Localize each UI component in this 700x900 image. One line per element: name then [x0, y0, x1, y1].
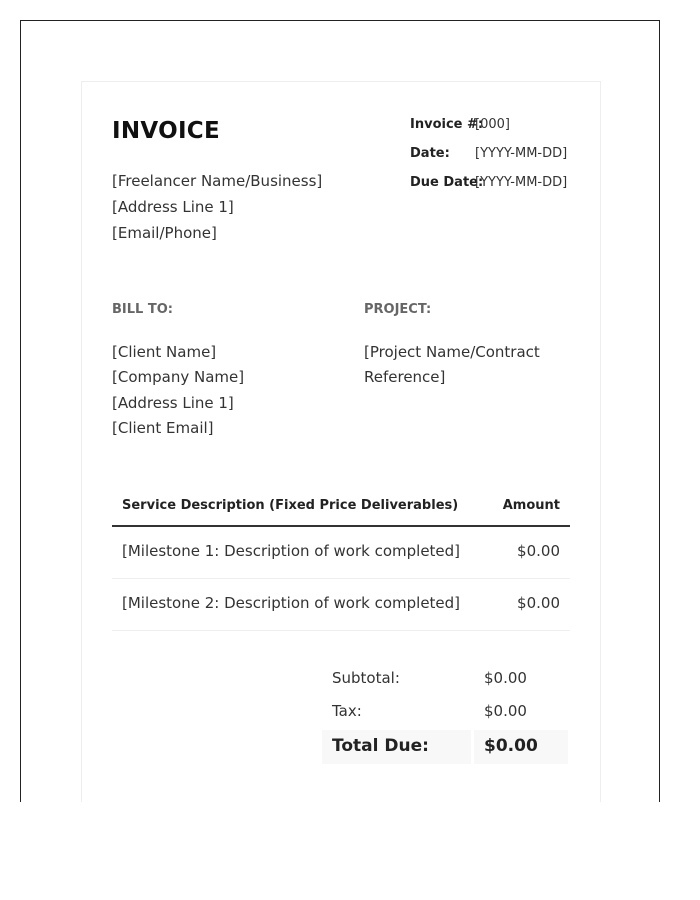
description-column-header: Service Description (Fixed Price Deliverables): [122, 498, 459, 513]
client-name: [Client Name]: [112, 343, 217, 361]
freelancer-contact: [Email/Phone]: [112, 224, 217, 242]
total-due-row: [322, 730, 568, 764]
freelancer-name: [Freelancer Name/Business]: [112, 172, 323, 190]
due-date-value: [YYYY-MM-DD]: [475, 175, 568, 190]
invoice-number-label: Invoice #:: [410, 117, 484, 132]
item-description: [Milestone 2: Description of work completed]: [122, 594, 461, 612]
table-row: [112, 579, 570, 631]
client-address: [Address Line 1]: [112, 393, 234, 412]
subtotal-row: [322, 664, 568, 697]
subtotal-value: $0.00: [484, 669, 527, 687]
project-label: PROJECT:: [364, 302, 432, 317]
invoice-title: INVOICE: [112, 118, 221, 144]
tax-value: $0.00: [484, 702, 527, 720]
company-name: [Company Name]: [112, 368, 245, 387]
invoice-date-value: [YYYY-MM-DD]: [475, 146, 568, 161]
item-amount: $0.00: [517, 594, 560, 612]
tax-label: Tax:: [332, 702, 362, 720]
invoice-date-label: Date:: [410, 146, 450, 161]
project-reference: [Project Name/Contract Reference]: [364, 343, 540, 387]
due-date-label: Due Date:: [410, 175, 484, 190]
amount-column-header: Amount: [502, 498, 560, 513]
table-row: [112, 527, 570, 579]
tax-row: [322, 697, 568, 730]
item-amount: $0.00: [517, 542, 560, 560]
total-due-value: $0.00: [484, 736, 538, 756]
freelancer-info: [112, 168, 322, 246]
item-description: [Milestone 1: Description of work completed]: [122, 542, 461, 560]
bill-to-label: BILL TO:: [112, 302, 173, 317]
bill-to-details: [112, 340, 244, 441]
subtotal-label: Subtotal:: [332, 669, 400, 687]
client-email: [Client Email]: [112, 418, 214, 437]
totals-table: [322, 664, 568, 764]
table-header: [112, 486, 570, 527]
total-due-label: Total Due:: [332, 736, 429, 756]
invoice-number-value: [000]: [475, 117, 510, 132]
freelancer-address: [Address Line 1]: [112, 198, 234, 216]
line-items-table: [112, 486, 570, 631]
